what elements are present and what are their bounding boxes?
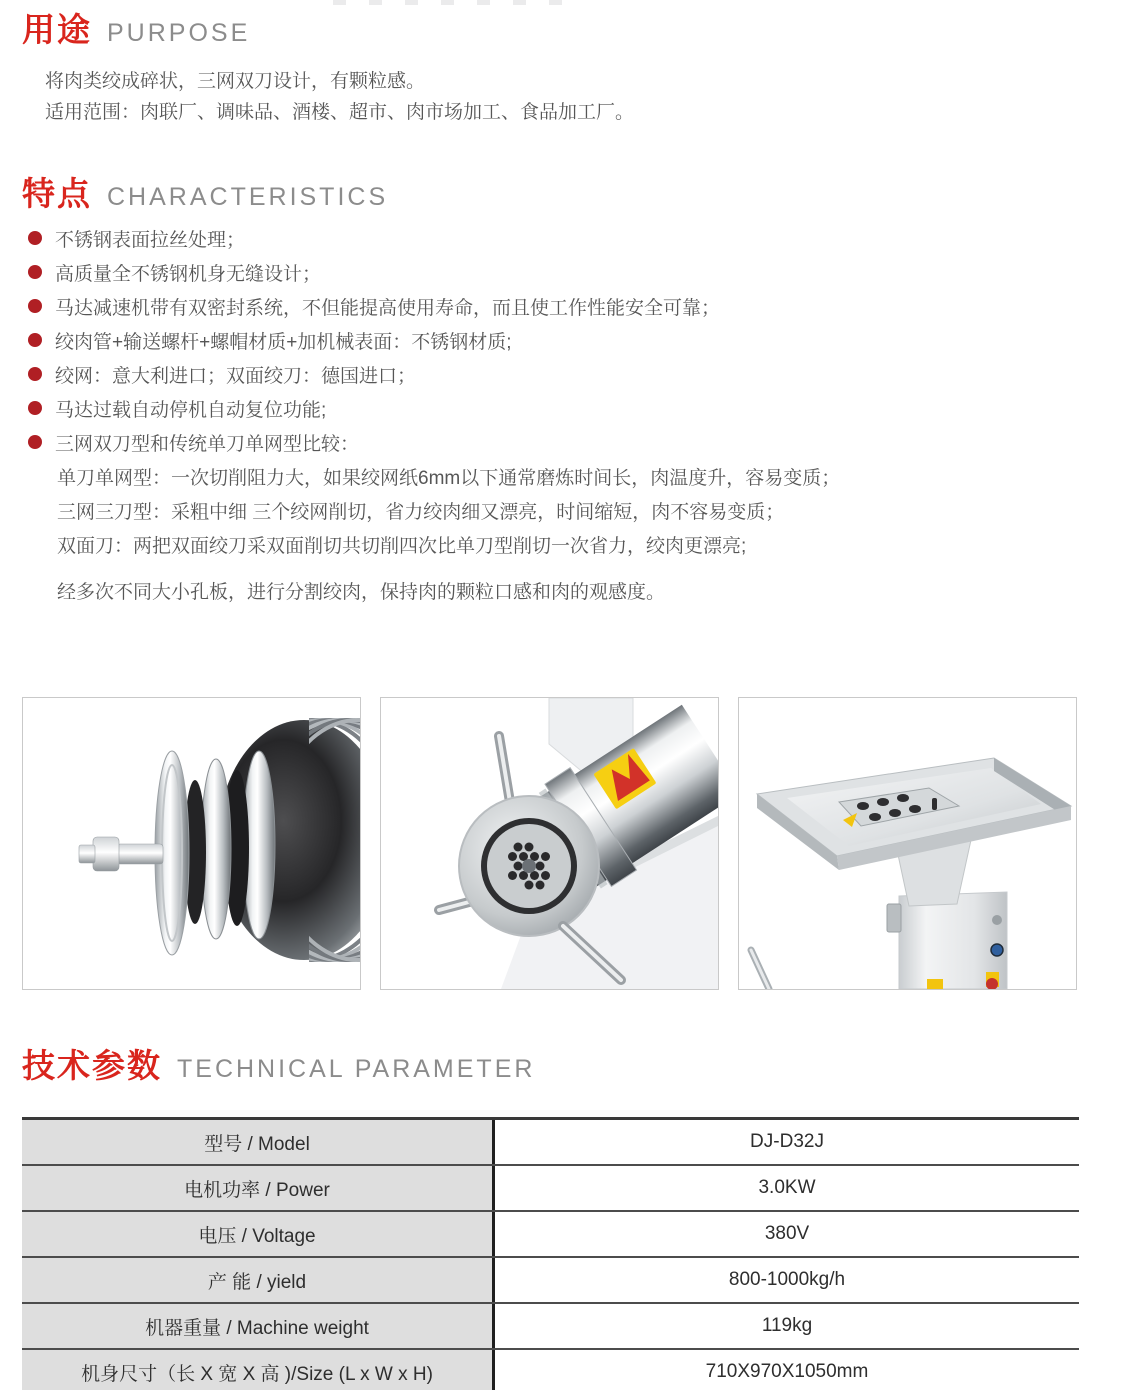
- table-row-voltage: [22, 1212, 1079, 1258]
- bullet-text: 不锈钢表面拉丝处理；: [55, 229, 246, 251]
- row-label: 电压 / Voltage: [22, 1212, 495, 1256]
- bullet-item: [28, 357, 720, 391]
- characteristics-bullet-list: [28, 221, 720, 459]
- row-value: 3.0KW: [495, 1166, 1079, 1210]
- bullet-dot-icon: [28, 435, 42, 449]
- table-row-size: [22, 1350, 1079, 1390]
- row-label: 型号 / Model: [22, 1120, 495, 1164]
- bullet-text: 绞网：意大利进口；双面绞刀：德国进口；: [55, 365, 417, 387]
- bullet-item: [28, 289, 720, 323]
- bullet-dot-icon: [28, 401, 42, 415]
- row-label: 机身尺寸（长 X 宽 X 高 )/Size (L x W x H): [22, 1350, 495, 1390]
- bullet-item: [28, 323, 720, 357]
- comparison-sublines: [57, 462, 840, 610]
- purpose-text: [45, 66, 634, 128]
- table-row-model: [22, 1120, 1079, 1166]
- cropped-text-remnant: [333, 0, 568, 5]
- characteristics-section-header: [22, 168, 388, 215]
- bullet-text: 马达过载自动停机自动复位功能;: [55, 399, 327, 421]
- subline: 单刀单网型：一次切削阻力大，如果绞网纸6mm以下通常磨炼时间长，肉温度升，容易变质；: [57, 468, 841, 489]
- bullet-text: 高质量全不锈钢机身无缝设计；: [55, 263, 322, 285]
- table-row-weight: [22, 1304, 1079, 1350]
- bullet-item: [28, 425, 720, 459]
- grinder-blades-and-plates-photo: [22, 697, 361, 990]
- machine-body-illustration: [739, 698, 1076, 989]
- bullet-dot-icon: [28, 231, 42, 245]
- subline: 三网三刀型：采粗中细 三个绞网削切，省力绞肉细又漂亮，时间缩短，肉不容易变质；: [57, 502, 785, 523]
- technical-section-header: [22, 1040, 535, 1087]
- purpose-line-2: 适用范围：肉联厂、调味品、酒楼、超市、肉市场加工、食品加工厂。: [45, 102, 635, 123]
- bullet-text: 马达减速机带有双密封系统，不但能提高使用寿命，而且使工作性能安全可靠；: [55, 297, 721, 319]
- row-value: 800-1000kg/h: [495, 1258, 1079, 1302]
- table-row-yield: [22, 1258, 1079, 1304]
- purpose-section-header: [22, 4, 250, 51]
- row-label: 机器重量 / Machine weight: [22, 1304, 495, 1348]
- bullet-item: [28, 221, 720, 255]
- purpose-title-cn: 用途: [22, 11, 92, 48]
- bullet-dot-icon: [28, 333, 42, 347]
- machine-body-with-feed-tray-photo: [738, 697, 1077, 990]
- bullet-dot-icon: [28, 299, 42, 313]
- technical-parameter-table: [22, 1117, 1079, 1390]
- characteristics-title-en: CHARACTERISTICS: [107, 183, 389, 211]
- bullet-dot-icon: [28, 265, 42, 279]
- product-photo-gallery: [22, 697, 1077, 990]
- row-label: 产 能 / yield: [22, 1258, 495, 1302]
- bullet-item: [28, 255, 720, 289]
- row-value: 119kg: [495, 1304, 1079, 1348]
- characteristics-title-cn: 特点: [22, 175, 92, 212]
- table-row-power: [22, 1166, 1079, 1212]
- row-value: 380V: [495, 1212, 1079, 1256]
- grinder-head-with-cross-handle-photo: [380, 697, 719, 990]
- bullet-text: 绞肉管+输送螺杆+螺帽材质+加机械表面：不锈钢材质;: [55, 331, 512, 353]
- purpose-title-en: PURPOSE: [107, 19, 251, 47]
- grinder-blades-illustration: [23, 698, 360, 989]
- bullet-text: 三网双刀型和传统单刀单网型比较：: [55, 433, 360, 455]
- technical-title-cn: 技术参数: [22, 1047, 162, 1084]
- purpose-line-1: 将肉类绞成碎状，三网双刀设计，有颗粒感。: [45, 71, 426, 92]
- subline: 双面刀：两把双面绞刀采双面削切共切削四次比单刀型削切一次省力，绞肉更漂亮;: [57, 536, 747, 557]
- bullet-item: [28, 391, 720, 425]
- row-value: DJ-D32J: [495, 1120, 1079, 1164]
- subline: 经多次不同大小孔板，进行分割绞肉，保持肉的颗粒口感和肉的观感度。: [57, 582, 666, 603]
- row-label: 电机功率 / Power: [22, 1166, 495, 1210]
- bullet-dot-icon: [28, 367, 42, 381]
- grinder-head-illustration: [381, 698, 718, 989]
- row-value: 710X970X1050mm: [495, 1350, 1079, 1390]
- technical-title-en: TECHNICAL PARAMETER: [177, 1055, 536, 1083]
